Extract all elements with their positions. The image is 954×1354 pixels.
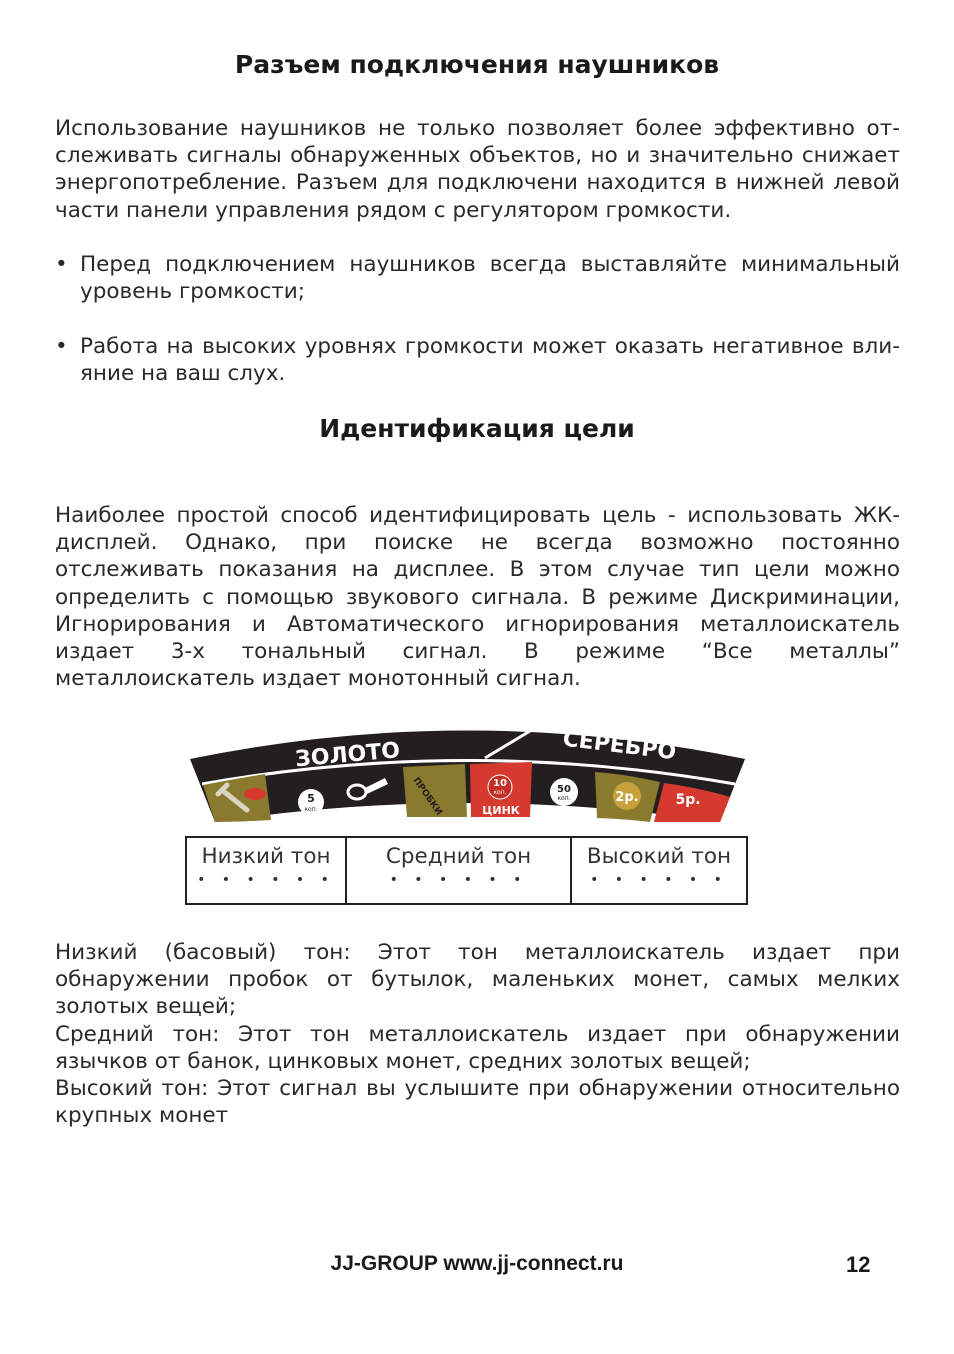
section-title-target-id: Идентификация цели	[319, 414, 635, 443]
text-line: определить с помощью звукового сигнала. В режиме Дискриминации,	[55, 584, 900, 610]
section-title-headphones: Разъем подключения наушников	[234, 50, 720, 79]
tone-cell-mid	[346, 837, 571, 904]
text-line: Низкий (басовый) тон: Этот тон металлоискатель издает при	[55, 940, 900, 965]
text-line: золотых вещей;	[55, 994, 237, 1020]
text-line: Наиболее простой способ идентифицировать цель - использовать ЖК-	[55, 503, 900, 528]
coin-2r-label: 2р.	[615, 790, 639, 805]
tone-label-low: Низкий тон	[201, 844, 331, 869]
tone-description-mid	[55, 1021, 900, 1075]
tone-dots: • • • • • •	[197, 872, 335, 888]
text-line: Высокий тон: Этот сигнал вы услышите при обнаружении относительно	[55, 1076, 900, 1101]
text-line: дисплей. Однако, при поиске не всегда возможно постоянно	[55, 530, 900, 556]
headphones-paragraph	[55, 115, 900, 224]
coin-5kop-value: 5	[307, 792, 315, 805]
target-id-paragraph	[55, 502, 900, 692]
text-line: язычков от банок, цинковых монет, средних золотых вещей;	[55, 1049, 751, 1075]
tone-label-high: Высокий тон	[586, 844, 732, 869]
text-line: Средний тон: Этот тон металлоискатель издает при обнаружении	[55, 1022, 900, 1047]
text-line: крупных монет	[55, 1103, 229, 1129]
footer-text: JJ-GROUP www.jj-connect.ru	[330, 1252, 624, 1275]
gold-label: ЗОЛОТО	[294, 738, 402, 773]
tone-cell-high	[571, 837, 747, 904]
bullet-marker: •	[55, 252, 68, 277]
text-line: отслеживать показания на дисплее. В этом случае тип цели можно	[55, 557, 900, 583]
caps-label: ПРОБКИ	[410, 775, 444, 818]
zinc-label: ЦИНК	[482, 804, 520, 817]
bullet-marker: •	[55, 334, 68, 359]
tone-label-mid: Средний тон	[385, 844, 532, 869]
coin-50kop-value: 50	[557, 784, 571, 795]
text-line: обнаружении пробок от бутылок, маленьких монет, самых мелких	[55, 967, 900, 993]
tone-dots: • • • • • •	[389, 872, 528, 888]
text-line: энергопотребление. Разъем для подключени находится в нижней левой	[55, 170, 900, 196]
text-line: яние на ваш слух.	[80, 361, 286, 387]
tones-table	[185, 836, 748, 905]
target-id-scale	[185, 722, 750, 832]
text-line: Игнорирования и Автоматического игнорирования металлоискатель	[55, 611, 900, 637]
text-line: части панели управления рядом с регулятором громкости.	[55, 197, 732, 223]
coin-50kop-unit: коп.	[557, 795, 571, 802]
text-line: издает 3-х тональный сигнал. В режиме “Все металлы”	[55, 639, 900, 665]
tone-dots: • • • • • •	[590, 872, 728, 888]
coin-10kop-value: 10	[493, 778, 507, 789]
page-number: 12	[846, 1252, 871, 1277]
bottle-cap-icon	[244, 788, 266, 800]
text-line: слеживать сигналы обнаруженных объектов, но и значительно снижает	[55, 143, 900, 169]
tone-description-high	[55, 1075, 900, 1129]
bullet-item	[55, 333, 900, 387]
silver-label: СЕРЕБРО	[561, 726, 678, 766]
coin-5kop-unit: коп.	[304, 806, 318, 813]
coin-10kop-unit: коп.	[493, 789, 507, 796]
text-line: уровень громкости;	[80, 279, 306, 305]
tone-cell-low	[186, 837, 346, 904]
tone-description-low	[55, 939, 900, 1021]
text-line: Работа на высоких уровнях громкости может оказать негативное вли-	[80, 334, 900, 359]
bullet-item	[55, 251, 900, 305]
text-line: металлоискатель издает монотонный сигнал.	[55, 666, 581, 692]
text-line: Использование наушников не только позволяет более эффективно от-	[55, 116, 900, 141]
coin-5r-label: 5р.	[675, 792, 701, 808]
text-line: Перед подключением наушников всегда выставляйте минимальный	[80, 252, 900, 277]
